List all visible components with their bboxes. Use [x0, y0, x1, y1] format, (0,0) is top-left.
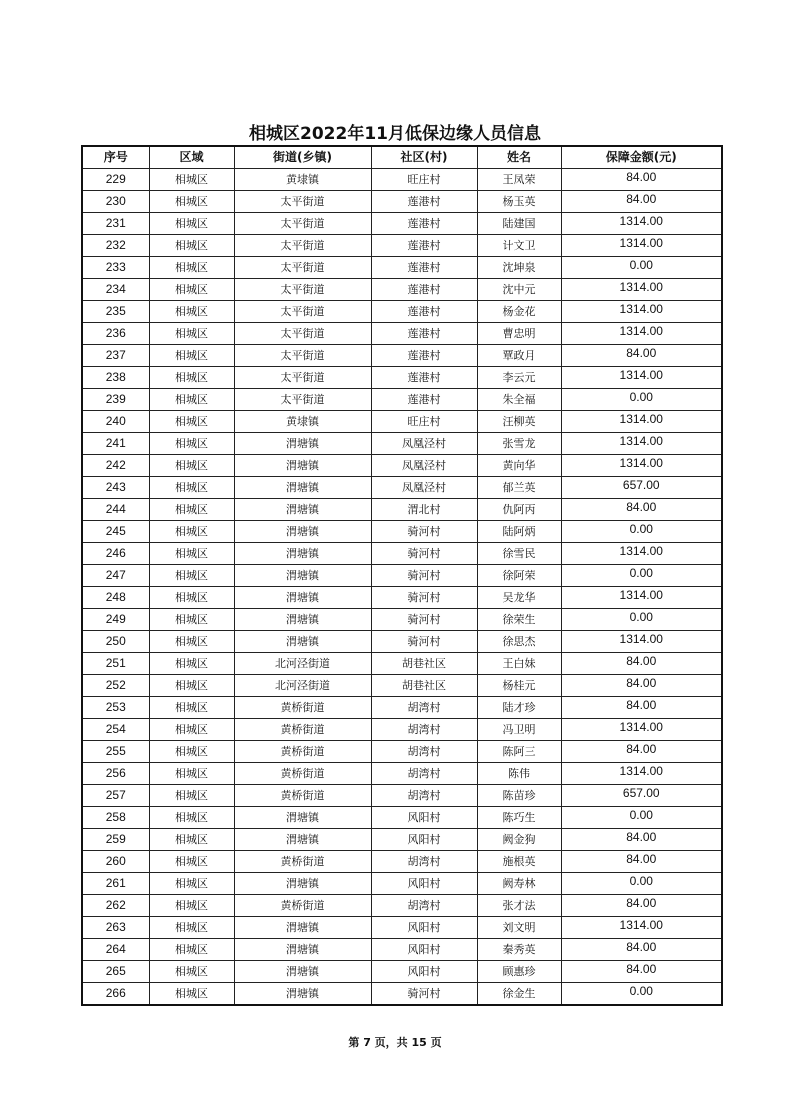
cell-district: 相城区 [149, 653, 234, 675]
cell-district: 相城区 [149, 675, 234, 697]
cell-name: 阙寿林 [477, 873, 561, 895]
cell-name: 沈坤泉 [477, 257, 561, 279]
cell-name: 王白妹 [477, 653, 561, 675]
cell-amount: 0.00 [561, 565, 722, 587]
header-name: 姓名 [477, 146, 561, 169]
cell-serial: 236 [82, 323, 149, 345]
cell-serial: 231 [82, 213, 149, 235]
cell-serial: 256 [82, 763, 149, 785]
cell-name: 杨金花 [477, 301, 561, 323]
table-row [82, 697, 722, 719]
cell-name: 沈中元 [477, 279, 561, 301]
cell-street: 渭塘镇 [234, 939, 371, 961]
cell-street: 黄埭镇 [234, 411, 371, 433]
cell-serial: 266 [82, 983, 149, 1006]
cell-serial: 230 [82, 191, 149, 213]
cell-amount: 84.00 [561, 653, 722, 675]
cell-street: 北河泾街道 [234, 653, 371, 675]
cell-district: 相城区 [149, 961, 234, 983]
cell-amount: 1314.00 [561, 587, 722, 609]
table-row [82, 499, 722, 521]
cell-street: 黄桥街道 [234, 719, 371, 741]
cell-street: 渭塘镇 [234, 565, 371, 587]
cell-community: 凤凰泾村 [371, 433, 477, 455]
cell-amount: 1314.00 [561, 301, 722, 323]
cell-district: 相城区 [149, 323, 234, 345]
cell-community: 胡湾村 [371, 719, 477, 741]
cell-district: 相城区 [149, 499, 234, 521]
cell-amount: 1314.00 [561, 719, 722, 741]
cell-serial: 232 [82, 235, 149, 257]
cell-amount: 0.00 [561, 257, 722, 279]
cell-district: 相城区 [149, 521, 234, 543]
cell-amount: 1314.00 [561, 235, 722, 257]
cell-street: 渭塘镇 [234, 983, 371, 1006]
cell-name: 李云元 [477, 367, 561, 389]
cell-district: 相城区 [149, 609, 234, 631]
cell-name: 吴龙华 [477, 587, 561, 609]
cell-serial: 259 [82, 829, 149, 851]
cell-amount: 657.00 [561, 785, 722, 807]
header-street: 街道(乡镇) [234, 146, 371, 169]
cell-name: 张才法 [477, 895, 561, 917]
cell-street: 渭塘镇 [234, 807, 371, 829]
cell-amount: 84.00 [561, 851, 722, 873]
cell-community: 莲港村 [371, 389, 477, 411]
cell-name: 施根英 [477, 851, 561, 873]
cell-district: 相城区 [149, 191, 234, 213]
cell-serial: 265 [82, 961, 149, 983]
cell-amount: 1314.00 [561, 543, 722, 565]
table-row [82, 455, 722, 477]
cell-street: 黄桥街道 [234, 785, 371, 807]
header-district: 区域 [149, 146, 234, 169]
cell-community: 莲港村 [371, 301, 477, 323]
cell-name: 陆阿炳 [477, 521, 561, 543]
cell-community: 莲港村 [371, 279, 477, 301]
cell-name: 徐雪民 [477, 543, 561, 565]
cell-community: 骑河村 [371, 609, 477, 631]
cell-street: 黄桥街道 [234, 741, 371, 763]
cell-district: 相城区 [149, 807, 234, 829]
cell-street: 渭塘镇 [234, 433, 371, 455]
cell-district: 相城区 [149, 983, 234, 1006]
table-header-row [82, 146, 722, 169]
cell-amount: 84.00 [561, 191, 722, 213]
cell-name: 徐阿荣 [477, 565, 561, 587]
cell-serial: 234 [82, 279, 149, 301]
table-row [82, 565, 722, 587]
cell-street: 渭塘镇 [234, 631, 371, 653]
cell-community: 莲港村 [371, 323, 477, 345]
table-row [82, 301, 722, 323]
cell-community: 莲港村 [371, 257, 477, 279]
table-row [82, 323, 722, 345]
cell-community: 凤凰泾村 [371, 477, 477, 499]
table-row [82, 345, 722, 367]
cell-name: 汪柳英 [477, 411, 561, 433]
cell-name: 覃政月 [477, 345, 561, 367]
table-row [82, 367, 722, 389]
cell-name: 朱全福 [477, 389, 561, 411]
cell-name: 徐荣生 [477, 609, 561, 631]
cell-serial: 250 [82, 631, 149, 653]
cell-name: 顾惠珍 [477, 961, 561, 983]
cell-community: 莲港村 [371, 213, 477, 235]
cell-community: 风阳村 [371, 961, 477, 983]
cell-serial: 255 [82, 741, 149, 763]
cell-community: 胡湾村 [371, 895, 477, 917]
table-row [82, 785, 722, 807]
cell-street: 黄桥街道 [234, 895, 371, 917]
table-row [82, 807, 722, 829]
cell-serial: 251 [82, 653, 149, 675]
cell-street: 黄桥街道 [234, 851, 371, 873]
cell-serial: 264 [82, 939, 149, 961]
cell-district: 相城区 [149, 367, 234, 389]
cell-community: 骑河村 [371, 565, 477, 587]
cell-district: 相城区 [149, 939, 234, 961]
beneficiary-table [81, 145, 723, 1006]
table-row [82, 191, 722, 213]
cell-community: 莲港村 [371, 367, 477, 389]
cell-community: 旺庄村 [371, 169, 477, 191]
cell-amount: 1314.00 [561, 455, 722, 477]
cell-amount: 0.00 [561, 389, 722, 411]
cell-name: 郁兰英 [477, 477, 561, 499]
cell-serial: 263 [82, 917, 149, 939]
cell-street: 太平街道 [234, 235, 371, 257]
cell-district: 相城区 [149, 741, 234, 763]
cell-community: 胡巷社区 [371, 675, 477, 697]
cell-district: 相城区 [149, 433, 234, 455]
cell-community: 骑河村 [371, 521, 477, 543]
table-row [82, 675, 722, 697]
cell-amount: 1314.00 [561, 433, 722, 455]
cell-district: 相城区 [149, 411, 234, 433]
cell-amount: 1314.00 [561, 279, 722, 301]
cell-community: 骑河村 [371, 631, 477, 653]
cell-community: 胡湾村 [371, 785, 477, 807]
cell-community: 骑河村 [371, 587, 477, 609]
table-row [82, 433, 722, 455]
cell-street: 太平街道 [234, 367, 371, 389]
cell-district: 相城区 [149, 829, 234, 851]
cell-serial: 244 [82, 499, 149, 521]
cell-district: 相城区 [149, 213, 234, 235]
cell-street: 渭塘镇 [234, 521, 371, 543]
cell-district: 相城区 [149, 279, 234, 301]
cell-street: 渭塘镇 [234, 609, 371, 631]
cell-name: 陈阿三 [477, 741, 561, 763]
table-row [82, 631, 722, 653]
table-row [82, 279, 722, 301]
cell-serial: 235 [82, 301, 149, 323]
table-row [82, 653, 722, 675]
cell-district: 相城区 [149, 477, 234, 499]
page-footer: 第 7 页，共 15 页 [348, 1036, 442, 1049]
cell-district: 相城区 [149, 455, 234, 477]
cell-street: 太平街道 [234, 301, 371, 323]
cell-amount: 1314.00 [561, 631, 722, 653]
cell-district: 相城区 [149, 345, 234, 367]
cell-amount: 84.00 [561, 829, 722, 851]
cell-district: 相城区 [149, 719, 234, 741]
table-row [82, 763, 722, 785]
cell-street: 黄桥街道 [234, 697, 371, 719]
cell-name: 冯卫明 [477, 719, 561, 741]
cell-serial: 247 [82, 565, 149, 587]
cell-name: 刘文明 [477, 917, 561, 939]
cell-serial: 258 [82, 807, 149, 829]
table-row [82, 235, 722, 257]
cell-serial: 238 [82, 367, 149, 389]
cell-name: 陈巧生 [477, 807, 561, 829]
cell-district: 相城区 [149, 389, 234, 411]
cell-amount: 657.00 [561, 477, 722, 499]
cell-name: 秦秀英 [477, 939, 561, 961]
cell-street: 渭塘镇 [234, 455, 371, 477]
cell-amount: 84.00 [561, 345, 722, 367]
cell-amount: 1314.00 [561, 213, 722, 235]
cell-community: 莲港村 [371, 345, 477, 367]
cell-name: 陆建国 [477, 213, 561, 235]
cell-street: 渭塘镇 [234, 477, 371, 499]
cell-district: 相城区 [149, 565, 234, 587]
cell-district: 相城区 [149, 785, 234, 807]
cell-street: 渭塘镇 [234, 961, 371, 983]
cell-serial: 257 [82, 785, 149, 807]
cell-serial: 240 [82, 411, 149, 433]
cell-serial: 254 [82, 719, 149, 741]
cell-community: 莲港村 [371, 235, 477, 257]
cell-community: 风阳村 [371, 829, 477, 851]
cell-district: 相城区 [149, 697, 234, 719]
cell-community: 莲港村 [371, 191, 477, 213]
table-row [82, 213, 722, 235]
cell-amount: 1314.00 [561, 411, 722, 433]
header-community: 社区(村) [371, 146, 477, 169]
cell-name: 杨玉英 [477, 191, 561, 213]
cell-serial: 261 [82, 873, 149, 895]
table-row [82, 587, 722, 609]
cell-serial: 242 [82, 455, 149, 477]
cell-name: 仇阿丙 [477, 499, 561, 521]
cell-amount: 84.00 [561, 499, 722, 521]
cell-street: 渭塘镇 [234, 917, 371, 939]
table-body [82, 169, 722, 1006]
table-row [82, 917, 722, 939]
cell-name: 陈苗珍 [477, 785, 561, 807]
cell-amount: 84.00 [561, 939, 722, 961]
cell-district: 相城区 [149, 587, 234, 609]
table-row [82, 961, 722, 983]
cell-street: 渭塘镇 [234, 829, 371, 851]
cell-community: 风阳村 [371, 917, 477, 939]
cell-serial: 260 [82, 851, 149, 873]
cell-street: 渭塘镇 [234, 499, 371, 521]
cell-serial: 248 [82, 587, 149, 609]
cell-community: 胡巷社区 [371, 653, 477, 675]
table-row [82, 521, 722, 543]
table-row [82, 983, 722, 1006]
cell-district: 相城区 [149, 895, 234, 917]
table-row [82, 873, 722, 895]
cell-street: 太平街道 [234, 345, 371, 367]
cell-street: 太平街道 [234, 279, 371, 301]
table-row [82, 939, 722, 961]
table-row [82, 895, 722, 917]
cell-street: 太平街道 [234, 191, 371, 213]
header-amount: 保障金额(元) [561, 146, 722, 169]
cell-street: 太平街道 [234, 213, 371, 235]
cell-district: 相城区 [149, 235, 234, 257]
cell-amount: 1314.00 [561, 367, 722, 389]
cell-district: 相城区 [149, 543, 234, 565]
cell-amount: 1314.00 [561, 323, 722, 345]
cell-amount: 84.00 [561, 697, 722, 719]
cell-street: 北河泾街道 [234, 675, 371, 697]
cell-serial: 241 [82, 433, 149, 455]
cell-name: 王凤荣 [477, 169, 561, 191]
cell-street: 黄桥街道 [234, 763, 371, 785]
cell-community: 旺庄村 [371, 411, 477, 433]
cell-name: 黄向华 [477, 455, 561, 477]
cell-community: 渭北村 [371, 499, 477, 521]
cell-amount: 0.00 [561, 983, 722, 1006]
cell-name: 徐金生 [477, 983, 561, 1006]
cell-community: 风阳村 [371, 807, 477, 829]
table-row [82, 257, 722, 279]
cell-name: 陆才珍 [477, 697, 561, 719]
cell-amount: 0.00 [561, 609, 722, 631]
cell-amount: 84.00 [561, 169, 722, 191]
cell-serial: 243 [82, 477, 149, 499]
cell-district: 相城区 [149, 301, 234, 323]
cell-serial: 252 [82, 675, 149, 697]
cell-serial: 249 [82, 609, 149, 631]
cell-serial: 233 [82, 257, 149, 279]
cell-community: 胡湾村 [371, 851, 477, 873]
cell-community: 凤凰泾村 [371, 455, 477, 477]
cell-district: 相城区 [149, 169, 234, 191]
cell-street: 太平街道 [234, 257, 371, 279]
cell-district: 相城区 [149, 917, 234, 939]
cell-serial: 253 [82, 697, 149, 719]
cell-name: 徐思杰 [477, 631, 561, 653]
cell-community: 风阳村 [371, 939, 477, 961]
cell-district: 相城区 [149, 763, 234, 785]
cell-name: 杨桂元 [477, 675, 561, 697]
table-row [82, 719, 722, 741]
header-serial: 序号 [82, 146, 149, 169]
cell-district: 相城区 [149, 257, 234, 279]
cell-district: 相城区 [149, 873, 234, 895]
cell-serial: 246 [82, 543, 149, 565]
cell-name: 计文卫 [477, 235, 561, 257]
cell-street: 渭塘镇 [234, 873, 371, 895]
cell-serial: 239 [82, 389, 149, 411]
cell-amount: 1314.00 [561, 917, 722, 939]
cell-street: 黄埭镇 [234, 169, 371, 191]
cell-amount: 84.00 [561, 961, 722, 983]
cell-community: 风阳村 [371, 873, 477, 895]
cell-name: 曹忠明 [477, 323, 561, 345]
cell-street: 太平街道 [234, 389, 371, 411]
table-row [82, 389, 722, 411]
cell-serial: 262 [82, 895, 149, 917]
cell-amount: 0.00 [561, 521, 722, 543]
table-row [82, 829, 722, 851]
document-title: 相城区2022年11月低保边缘人员信息 [249, 124, 541, 144]
cell-community: 骑河村 [371, 543, 477, 565]
cell-amount: 0.00 [561, 807, 722, 829]
table-row [82, 411, 722, 433]
cell-community: 骑河村 [371, 983, 477, 1006]
cell-serial: 245 [82, 521, 149, 543]
cell-amount: 84.00 [561, 895, 722, 917]
cell-community: 胡湾村 [371, 763, 477, 785]
cell-street: 渭塘镇 [234, 587, 371, 609]
cell-street: 太平街道 [234, 323, 371, 345]
cell-name: 阙金狗 [477, 829, 561, 851]
cell-street: 渭塘镇 [234, 543, 371, 565]
cell-district: 相城区 [149, 851, 234, 873]
cell-amount: 84.00 [561, 741, 722, 763]
table-row [82, 851, 722, 873]
cell-amount: 84.00 [561, 675, 722, 697]
cell-community: 胡湾村 [371, 741, 477, 763]
cell-amount: 1314.00 [561, 763, 722, 785]
table-row [82, 543, 722, 565]
table-row [82, 741, 722, 763]
cell-community: 胡湾村 [371, 697, 477, 719]
cell-name: 张雪龙 [477, 433, 561, 455]
table-row [82, 169, 722, 191]
cell-district: 相城区 [149, 631, 234, 653]
table-row [82, 477, 722, 499]
table-row [82, 609, 722, 631]
cell-serial: 237 [82, 345, 149, 367]
cell-amount: 0.00 [561, 873, 722, 895]
cell-name: 陈伟 [477, 763, 561, 785]
cell-serial: 229 [82, 169, 149, 191]
